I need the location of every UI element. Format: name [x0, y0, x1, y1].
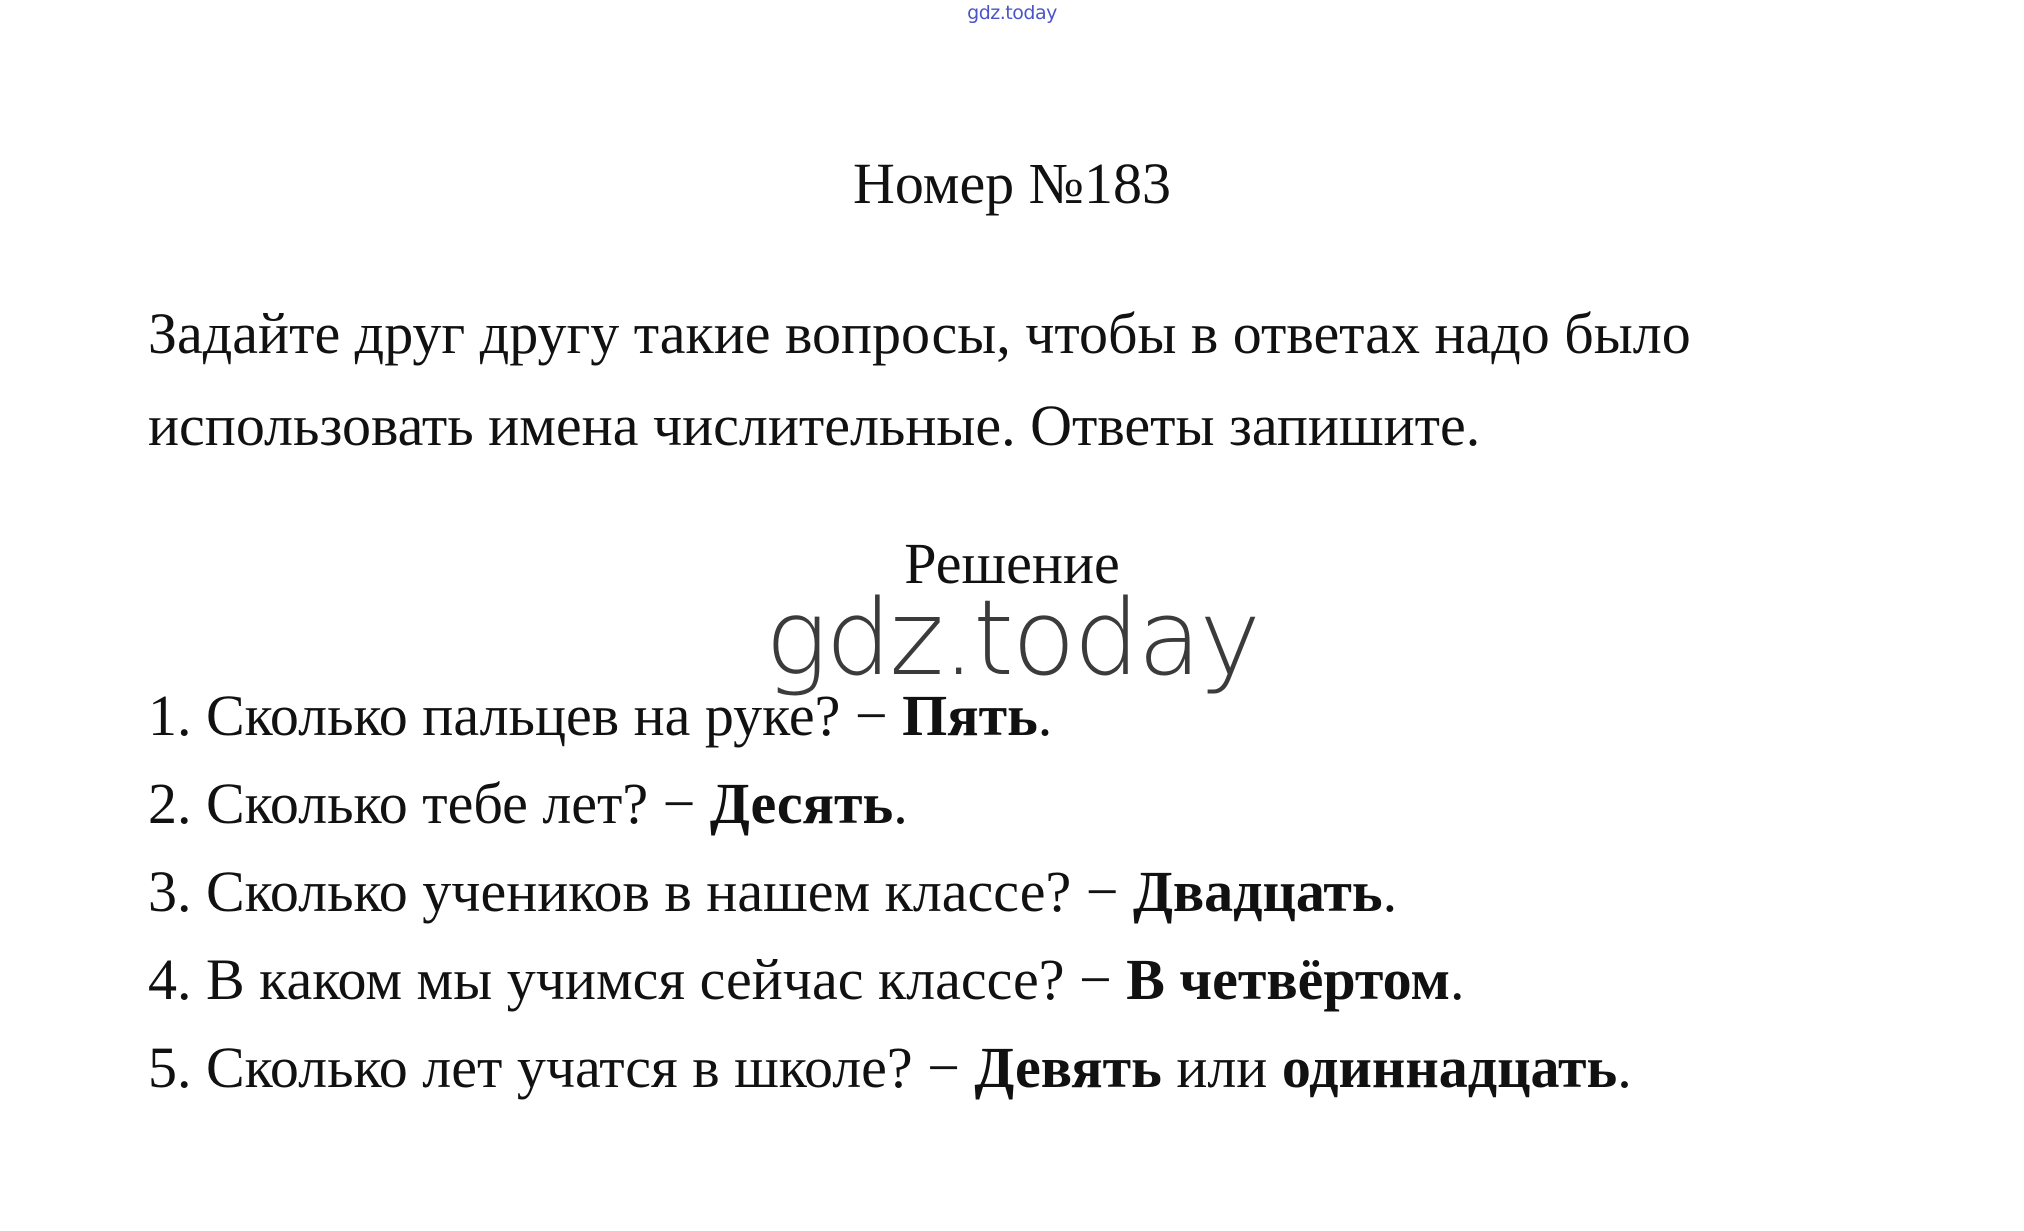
- answer-item-1: [148, 672, 1632, 760]
- task-text: Задайте друг другу такие вопросы, чтобы в ответах надо было использовать имена числительные. Ответы запишите.: [148, 301, 1691, 458]
- answer-value-2: одиннадцать: [1281, 1035, 1618, 1100]
- answer-item-2: [148, 760, 1632, 848]
- solution-heading: Решение: [904, 531, 1120, 596]
- answer-item-3: [148, 848, 1632, 936]
- answer-number: 2.: [148, 771, 192, 836]
- center-watermark: gdz.today: [765, 577, 1259, 699]
- answer-value: Десять: [709, 771, 894, 836]
- answer-question: В каком мы учимся сейчас классе? −: [206, 947, 1112, 1012]
- answer-value: В четвёртом: [1126, 947, 1451, 1012]
- answer-question: Сколько учеников в нашем классе? −: [206, 859, 1119, 924]
- answer-item-5: [148, 1024, 1632, 1112]
- answer-question: Сколько лет учатся в школе? −: [206, 1035, 960, 1100]
- answer-value: Двадцать: [1132, 859, 1383, 924]
- answer-end: .: [1617, 1035, 1632, 1100]
- answer-end: .: [1037, 683, 1053, 748]
- top-watermark: gdz.today: [967, 2, 1057, 24]
- answer-number: 1.: [148, 683, 192, 748]
- answer-end: .: [1450, 947, 1465, 1012]
- page-title: Номер №183: [852, 151, 1172, 216]
- answer-question: Сколько пальцев на руке? −: [206, 683, 888, 748]
- answer-item-4: [148, 936, 1632, 1024]
- answer-question: Сколько тебе лет? −: [206, 771, 696, 836]
- answer-value: Девять: [974, 1035, 1162, 1100]
- answer-number: 3.: [148, 859, 192, 924]
- answer-number: 5.: [148, 1035, 192, 1100]
- answer-end: .: [893, 771, 908, 836]
- answer-end: .: [1382, 859, 1398, 924]
- answers-list: [148, 672, 1632, 1112]
- answer-connector: или: [1176, 1035, 1268, 1100]
- answer-value: Пять: [902, 683, 1038, 748]
- answer-number: 4.: [148, 947, 192, 1012]
